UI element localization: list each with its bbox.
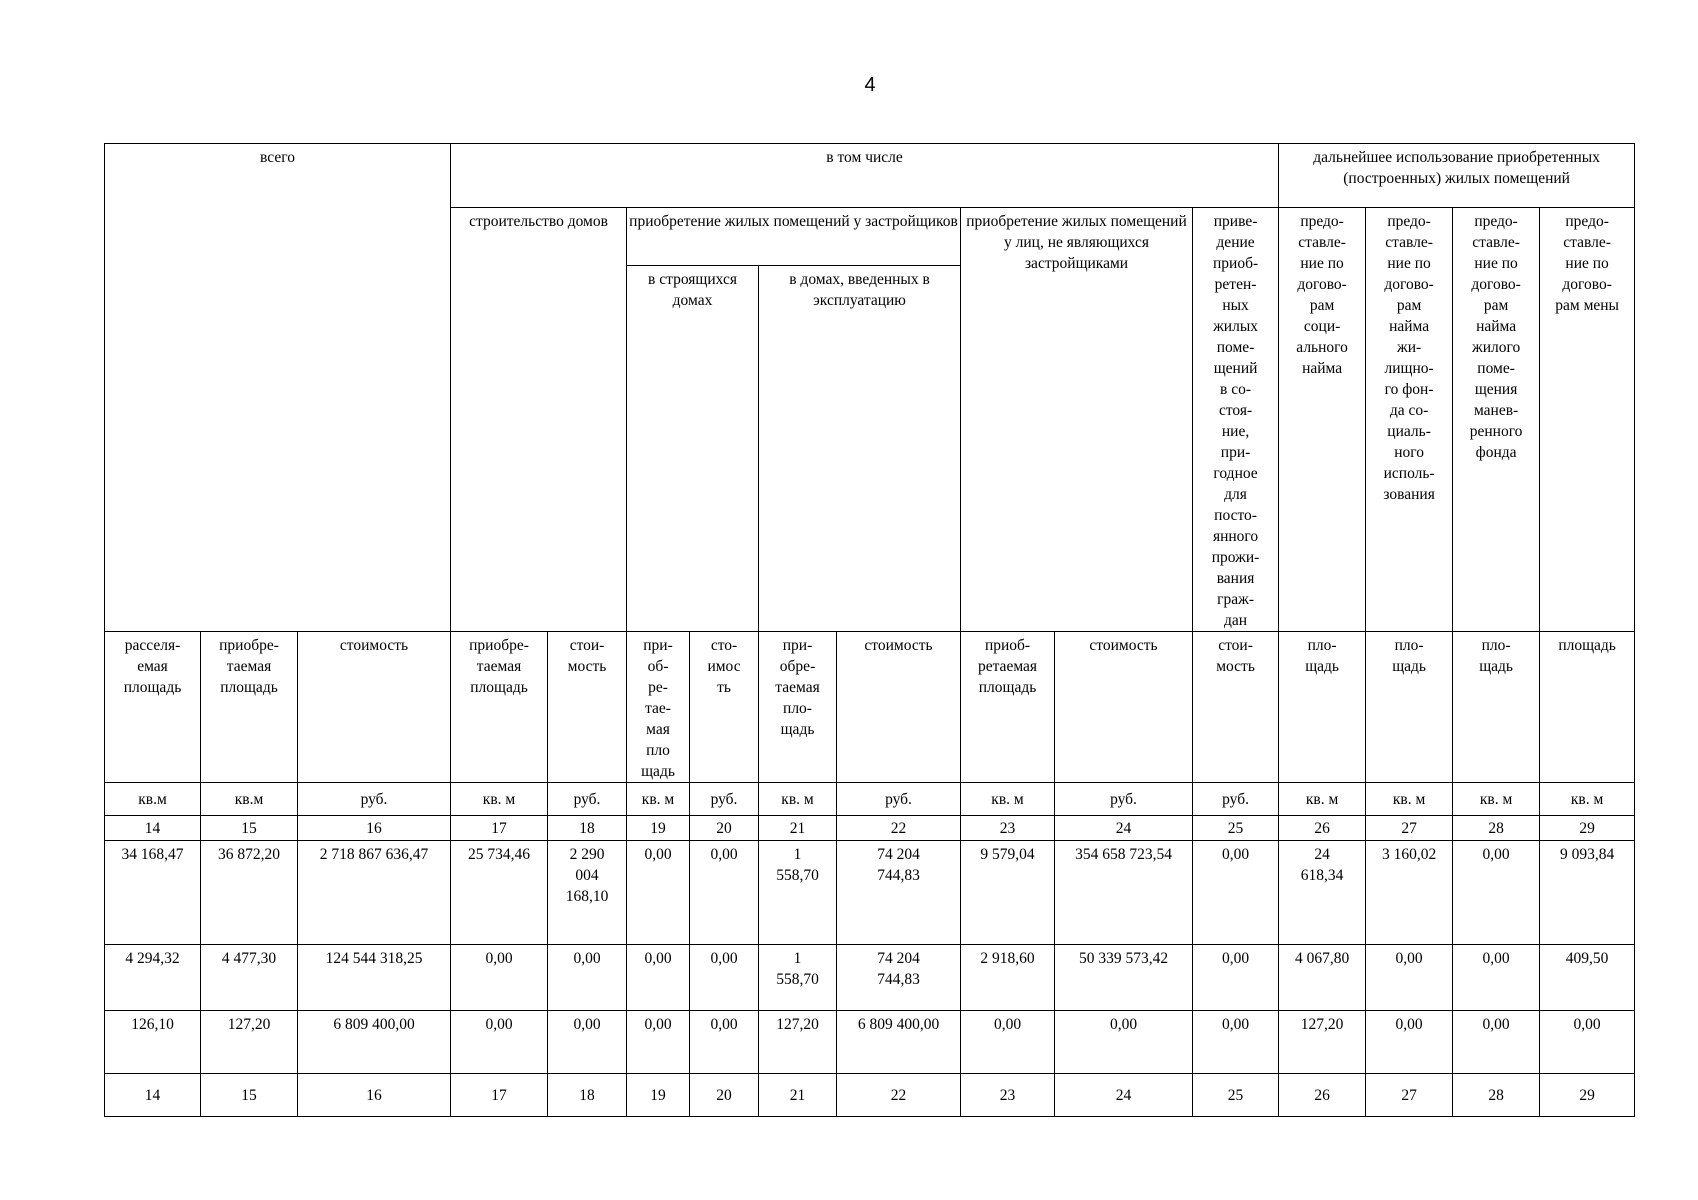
header-predost-soc: предо- ставле- ние по догово- рам соци- ального найма: [1279, 208, 1366, 632]
column-number: 18: [548, 816, 627, 841]
table-cell: 4 477,30: [201, 945, 298, 1011]
table-cell: 0,00: [690, 841, 759, 945]
column-header: площадь: [1540, 632, 1635, 783]
table-cell: 0,00: [1055, 1011, 1193, 1074]
table-cell: 0,00: [1193, 1011, 1279, 1074]
table-cell: 0,00: [548, 945, 627, 1011]
table-cell: 1 558,70: [759, 841, 837, 945]
unit-cell: руб.: [1055, 783, 1193, 816]
header-v-stroyashchihsya: в строящихся домах: [627, 266, 759, 632]
column-headers-row: [105, 632, 1635, 783]
column-header: стоимость: [298, 632, 451, 783]
table-cell: 4 294,32: [105, 945, 201, 1011]
table-cell: 127,20: [201, 1011, 298, 1074]
footer-number: 17: [451, 1074, 548, 1117]
footer-number: 26: [1279, 1074, 1366, 1117]
table-cell: 1 558,70: [759, 945, 837, 1011]
column-header: стои- мость: [548, 632, 627, 783]
table-cell: 4 067,80: [1279, 945, 1366, 1011]
table-cell: 2 918,60: [961, 945, 1055, 1011]
table-cell: 0,00: [627, 841, 690, 945]
unit-cell: кв.м: [105, 783, 201, 816]
header-stroitelstvo: строительство домов: [451, 208, 627, 632]
column-header: приобре- таемая площадь: [201, 632, 298, 783]
footer-numbers-row: [105, 1074, 1635, 1117]
table-cell: 0,00: [1366, 1011, 1453, 1074]
table-cell: 0,00: [1193, 841, 1279, 945]
column-header: стоимость: [1055, 632, 1193, 783]
footer-number: 16: [298, 1074, 451, 1117]
footer-number: 29: [1540, 1074, 1635, 1117]
table-row: [105, 841, 1635, 945]
table-cell: 2 290 004 168,10: [548, 841, 627, 945]
table-cell: 409,50: [1540, 945, 1635, 1011]
table-cell: 0,00: [1540, 1011, 1635, 1074]
table-cell: 0,00: [1453, 1011, 1540, 1074]
table-cell: 9 093,84: [1540, 841, 1635, 945]
header-row-top: [105, 144, 1635, 208]
table-cell: 0,00: [1366, 945, 1453, 1011]
table-row: [105, 945, 1635, 1011]
footer-number: 22: [837, 1074, 961, 1117]
column-header: сто- имос ть: [690, 632, 759, 783]
footer-number: 21: [759, 1074, 837, 1117]
footer-number: 27: [1366, 1074, 1453, 1117]
unit-cell: кв. м: [627, 783, 690, 816]
header-priobretenie-u-zastroishchikov: приобретение жилых помещений у застройщиков: [627, 208, 961, 266]
header-v-tom-chisle: в том числе: [451, 144, 1279, 208]
column-header: приобре- таемая площадь: [451, 632, 548, 783]
header-v-domah-vvedennyh: в домах, введенных в эксплуатацию: [759, 266, 961, 632]
unit-cell: кв. м: [1366, 783, 1453, 816]
footer-number: 14: [105, 1074, 201, 1117]
table-cell: 126,10: [105, 1011, 201, 1074]
column-number: 29: [1540, 816, 1635, 841]
table-cell: 0,00: [627, 1011, 690, 1074]
unit-cell: руб.: [548, 783, 627, 816]
data-table: [104, 143, 1635, 1117]
table-cell: 0,00: [1453, 945, 1540, 1011]
unit-cell: кв.м: [201, 783, 298, 816]
unit-cell: кв. м: [961, 783, 1055, 816]
footer-number: 19: [627, 1074, 690, 1117]
column-header: при- об- ре- тае- мая пло щадь: [627, 632, 690, 783]
table-cell: 9 579,04: [961, 841, 1055, 945]
table-cell: 25 734,46: [451, 841, 548, 945]
unit-cell: кв. м: [1279, 783, 1366, 816]
table-cell: 0,00: [690, 1011, 759, 1074]
units-row: [105, 783, 1635, 816]
table-cell: 6 809 400,00: [298, 1011, 451, 1074]
table-cell: 127,20: [759, 1011, 837, 1074]
unit-cell: кв. м: [759, 783, 837, 816]
column-number: 15: [201, 816, 298, 841]
column-number: 24: [1055, 816, 1193, 841]
table-cell: 3 160,02: [1366, 841, 1453, 945]
column-number: 19: [627, 816, 690, 841]
table-cell: 34 168,47: [105, 841, 201, 945]
column-header: пло- щадь: [1279, 632, 1366, 783]
column-number: 28: [1453, 816, 1540, 841]
column-number: 14: [105, 816, 201, 841]
header-predost-kommerch: предо- ставле- ние по догово- рам найма жи- лищно- го фон- да со- циаль- ного исполь- зования: [1366, 208, 1453, 632]
unit-cell: кв. м: [1453, 783, 1540, 816]
table-cell: 354 658 723,54: [1055, 841, 1193, 945]
column-number: 25: [1193, 816, 1279, 841]
table-cell: 0,00: [627, 945, 690, 1011]
table-cell: 124 544 318,25: [298, 945, 451, 1011]
column-number: 27: [1366, 816, 1453, 841]
footer-number: 18: [548, 1074, 627, 1117]
column-header: пло- щадь: [1366, 632, 1453, 783]
column-number: 16: [298, 816, 451, 841]
column-number: 23: [961, 816, 1055, 841]
footer-number: 24: [1055, 1074, 1193, 1117]
header-predost-meny: предо- ставле- ние по догово- рам мены: [1540, 208, 1635, 632]
column-header: пло- щадь: [1453, 632, 1540, 783]
table-cell: 24 618,34: [1279, 841, 1366, 945]
table-cell: 2 718 867 636,47: [298, 841, 451, 945]
footer-number: 23: [961, 1074, 1055, 1117]
table-cell: 50 339 573,42: [1055, 945, 1193, 1011]
column-number: 17: [451, 816, 548, 841]
header-predost-manevr: предо- ставле- ние по догово- рам найма жилого поме- щения манев- ренного фонда: [1453, 208, 1540, 632]
unit-cell: кв. м: [451, 783, 548, 816]
table-cell: 0,00: [1193, 945, 1279, 1011]
table-cell: 74 204 744,83: [837, 945, 961, 1011]
column-header: стои- мость: [1193, 632, 1279, 783]
column-header: стоимость: [837, 632, 961, 783]
header-priobretenie-u-lic: приобретение жилых помещений у лиц, не являющихся застройщиками: [961, 208, 1193, 632]
table-cell: 74 204 744,83: [837, 841, 961, 945]
footer-number: 28: [1453, 1074, 1540, 1117]
table-cell: 0,00: [548, 1011, 627, 1074]
header-privedenie: приве- дение приоб- ретен- ных жилых поме- щений в со- стоя- ние, при- годное для посто- янного прожи- вания граж- дан: [1193, 208, 1279, 632]
column-number: 22: [837, 816, 961, 841]
page-number: 4: [864, 74, 876, 96]
table-cell: 127,20: [1279, 1011, 1366, 1074]
table-cell: 0,00: [1453, 841, 1540, 945]
unit-cell: руб.: [690, 783, 759, 816]
header-vsego: всего: [105, 144, 451, 632]
table-cell: 0,00: [451, 945, 548, 1011]
column-header: приоб- ретаемая площадь: [961, 632, 1055, 783]
table-cell: 0,00: [451, 1011, 548, 1074]
footer-number: 15: [201, 1074, 298, 1117]
table-row: [105, 1011, 1635, 1074]
column-number: 21: [759, 816, 837, 841]
header-dalneishee: дальнейшее использование приобретенных (построенных) жилых помещений: [1279, 144, 1635, 208]
column-header: при- обре- таемая пло- щадь: [759, 632, 837, 783]
unit-cell: руб.: [298, 783, 451, 816]
column-numbers-row: [105, 816, 1635, 841]
table-cell: 6 809 400,00: [837, 1011, 961, 1074]
column-number: 26: [1279, 816, 1366, 841]
footer-number: 25: [1193, 1074, 1279, 1117]
unit-cell: руб.: [837, 783, 961, 816]
table-cell: 0,00: [690, 945, 759, 1011]
table-cell: 36 872,20: [201, 841, 298, 945]
unit-cell: кв. м: [1540, 783, 1635, 816]
table-cell: 0,00: [961, 1011, 1055, 1074]
column-header: расселя- емая площадь: [105, 632, 201, 783]
footer-number: 20: [690, 1074, 759, 1117]
unit-cell: руб.: [1193, 783, 1279, 816]
column-number: 20: [690, 816, 759, 841]
